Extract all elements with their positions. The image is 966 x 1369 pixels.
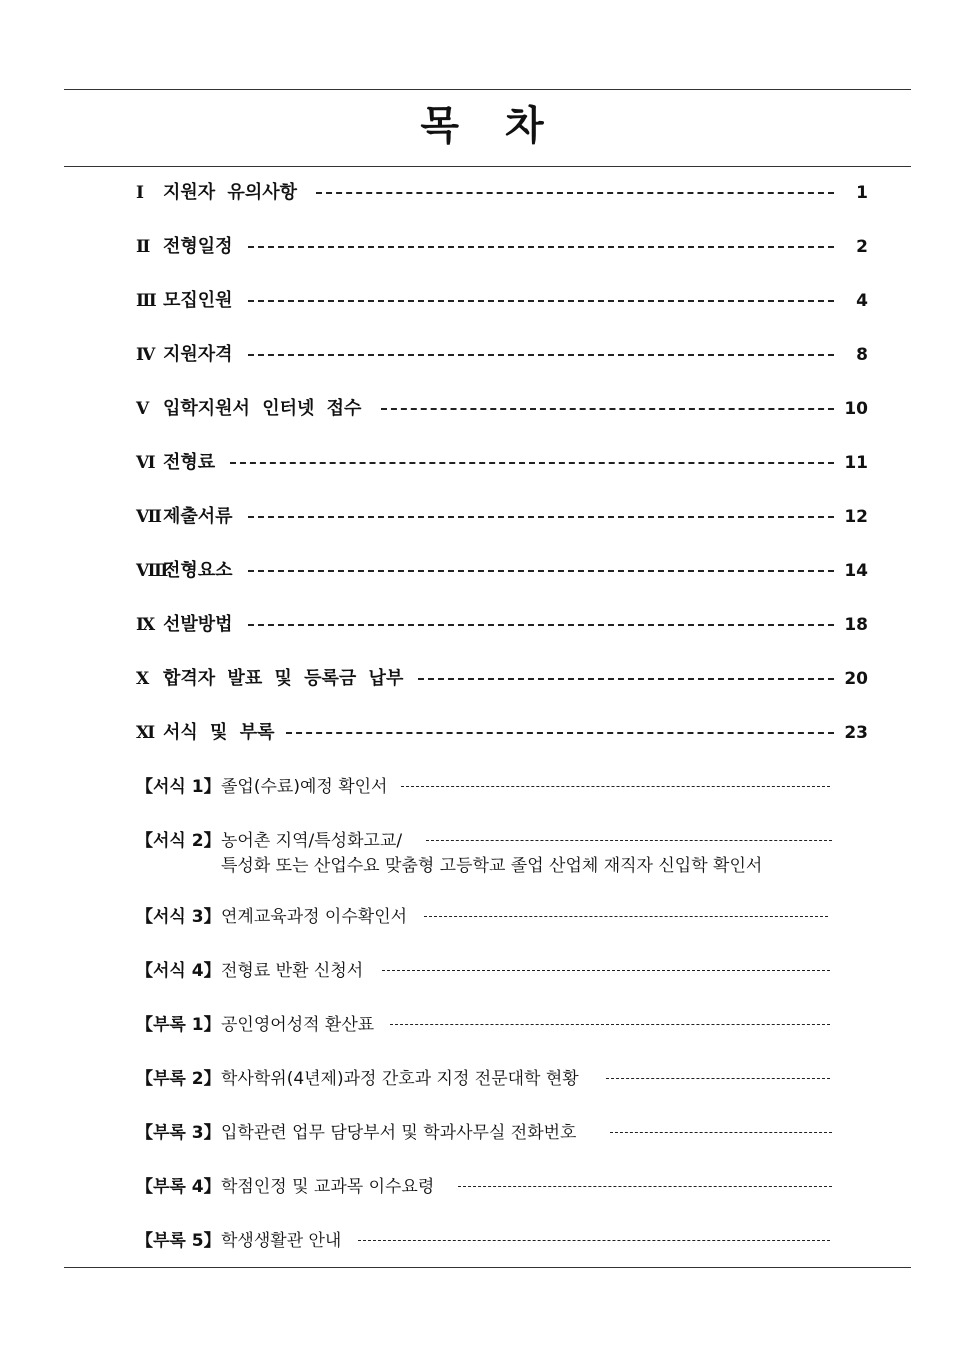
- dot-leader: [606, 1078, 830, 1079]
- page-number: 11: [844, 453, 868, 473]
- page-number: 12: [844, 507, 868, 527]
- dot-leader: [248, 516, 834, 518]
- dot-leader: [424, 916, 828, 917]
- chapter-number: Ⅲ: [136, 291, 157, 311]
- chapter-number: Ⅴ: [136, 399, 150, 419]
- dot-leader: [248, 624, 834, 626]
- appendix-title: 학사학위(4년제)과정 간호과 지정 전문대학 현황: [221, 1069, 579, 1089]
- appendix-title-continued: 특성화 또는 산업수요 맞춤형 고등학교 졸업 산업체 재직자 신입학 확인서: [221, 856, 763, 876]
- appendix-entry-annex-1[interactable]: [136, 1012, 876, 1038]
- appendix-tag: 【서식 3】: [136, 907, 221, 927]
- chapter-title: 전형요소: [163, 560, 233, 581]
- appendix-title: 학생생활관 안내: [221, 1231, 342, 1251]
- chapter-title: 전형료: [163, 452, 216, 473]
- bottom-rule: [64, 1267, 911, 1268]
- dot-leader: [248, 246, 834, 248]
- appendix-entry-form-3[interactable]: [136, 904, 876, 930]
- page-number: 8: [856, 345, 868, 365]
- appendix-entry-annex-2[interactable]: [136, 1066, 876, 1092]
- toc-entry-6[interactable]: [136, 450, 876, 476]
- chapter-title: 입학지원서 인터넷 접수: [163, 398, 362, 419]
- page-number: 2: [856, 237, 868, 257]
- dot-leader: [390, 1024, 830, 1025]
- toc-entry-3[interactable]: [136, 288, 876, 314]
- dot-leader: [248, 300, 834, 302]
- appendix-tag: 【부록 5】: [136, 1231, 221, 1251]
- appendix-tag: 【부록 1】: [136, 1015, 221, 1035]
- chapter-number: Ⅸ: [136, 615, 156, 635]
- dot-leader: [381, 408, 834, 410]
- chapter-number: Ⅰ: [136, 183, 144, 203]
- dot-leader: [610, 1132, 832, 1133]
- toc-entry-2[interactable]: [136, 234, 876, 260]
- appendix-title: 연계교육과정 이수확인서: [221, 907, 408, 927]
- top-rule: [64, 89, 911, 90]
- toc-entry-11[interactable]: [136, 720, 876, 746]
- appendix-tag: 【서식 2】: [136, 831, 221, 851]
- page-number: 4: [856, 291, 868, 311]
- chapter-number: Ⅶ: [136, 507, 162, 527]
- appendix-title: 졸업(수료)예정 확인서: [221, 777, 388, 797]
- page-number: 20: [844, 669, 868, 689]
- appendix-tag: 【부록 2】: [136, 1069, 221, 1089]
- chapter-number: Ⅱ: [136, 237, 151, 257]
- dot-leader: [418, 678, 834, 680]
- chapter-number: Ⅳ: [136, 345, 156, 365]
- appendix-entry-form-2[interactable]: [136, 828, 876, 880]
- toc-entry-5[interactable]: [136, 396, 876, 422]
- appendix-title: 학점인정 및 교과목 이수요령: [221, 1177, 435, 1197]
- chapter-title: 서식 및 부록: [163, 722, 275, 743]
- chapter-title: 지원자 유의사항: [163, 182, 297, 203]
- page-number: 23: [844, 723, 868, 743]
- toc-entry-9[interactable]: [136, 612, 876, 638]
- chapter-title: 지원자격: [163, 344, 233, 365]
- appendix-entry-form-1[interactable]: [136, 774, 876, 800]
- appendix-tag: 【서식 1】: [136, 777, 221, 797]
- chapter-title: 선발방법: [163, 614, 233, 635]
- appendix-tag: 【부록 4】: [136, 1177, 221, 1197]
- appendix-entry-annex-5[interactable]: [136, 1228, 876, 1254]
- chapter-title: 모집인원: [163, 290, 233, 311]
- toc-entry-10[interactable]: [136, 666, 876, 692]
- dot-leader: [248, 570, 834, 572]
- appendix-tag: 【부록 3】: [136, 1123, 221, 1143]
- chapter-number: Ⅹ: [136, 669, 150, 689]
- chapter-title: 제출서류: [163, 506, 233, 527]
- dot-leader: [286, 732, 834, 734]
- toc-entry-7[interactable]: [136, 504, 876, 530]
- chapter-number: Ⅵ: [136, 453, 156, 473]
- appendix-title: 입학관련 업무 담당부서 및 학과사무실 전화번호: [221, 1123, 577, 1143]
- title-rule: [64, 166, 911, 167]
- dot-leader: [458, 1186, 832, 1187]
- appendix-entry-annex-4[interactable]: [136, 1174, 876, 1200]
- chapter-number: Ⅷ: [136, 561, 169, 581]
- appendix-title: 농어촌 지역/특성화고교/: [221, 831, 403, 851]
- dot-leader: [230, 462, 834, 464]
- dot-leader: [382, 970, 830, 971]
- chapter-number: Ⅺ: [136, 723, 156, 743]
- chapter-title: 합격자 발표 및 등록금 납부: [163, 668, 404, 689]
- dot-leader: [316, 192, 834, 194]
- toc-entry-4[interactable]: [136, 342, 876, 368]
- appendix-tag: 【서식 4】: [136, 961, 221, 981]
- toc-entry-8[interactable]: [136, 558, 876, 584]
- appendix-title: 전형료 반환 신청서: [221, 961, 364, 981]
- appendix-title: 공인영어성적 환산표: [221, 1015, 375, 1035]
- chapter-title: 전형일정: [163, 236, 233, 257]
- page-number: 18: [844, 615, 868, 635]
- page-title: 목 차: [420, 103, 546, 149]
- dot-leader: [426, 840, 832, 841]
- dot-leader: [248, 354, 834, 356]
- dot-leader: [401, 786, 830, 787]
- page-number: 14: [844, 561, 868, 581]
- page-number: 1: [856, 183, 868, 203]
- dot-leader: [358, 1240, 830, 1241]
- toc-entry-1[interactable]: [136, 180, 876, 206]
- appendix-entry-annex-3[interactable]: [136, 1120, 876, 1146]
- page-number: 10: [844, 399, 868, 419]
- appendix-entry-form-4[interactable]: [136, 958, 876, 984]
